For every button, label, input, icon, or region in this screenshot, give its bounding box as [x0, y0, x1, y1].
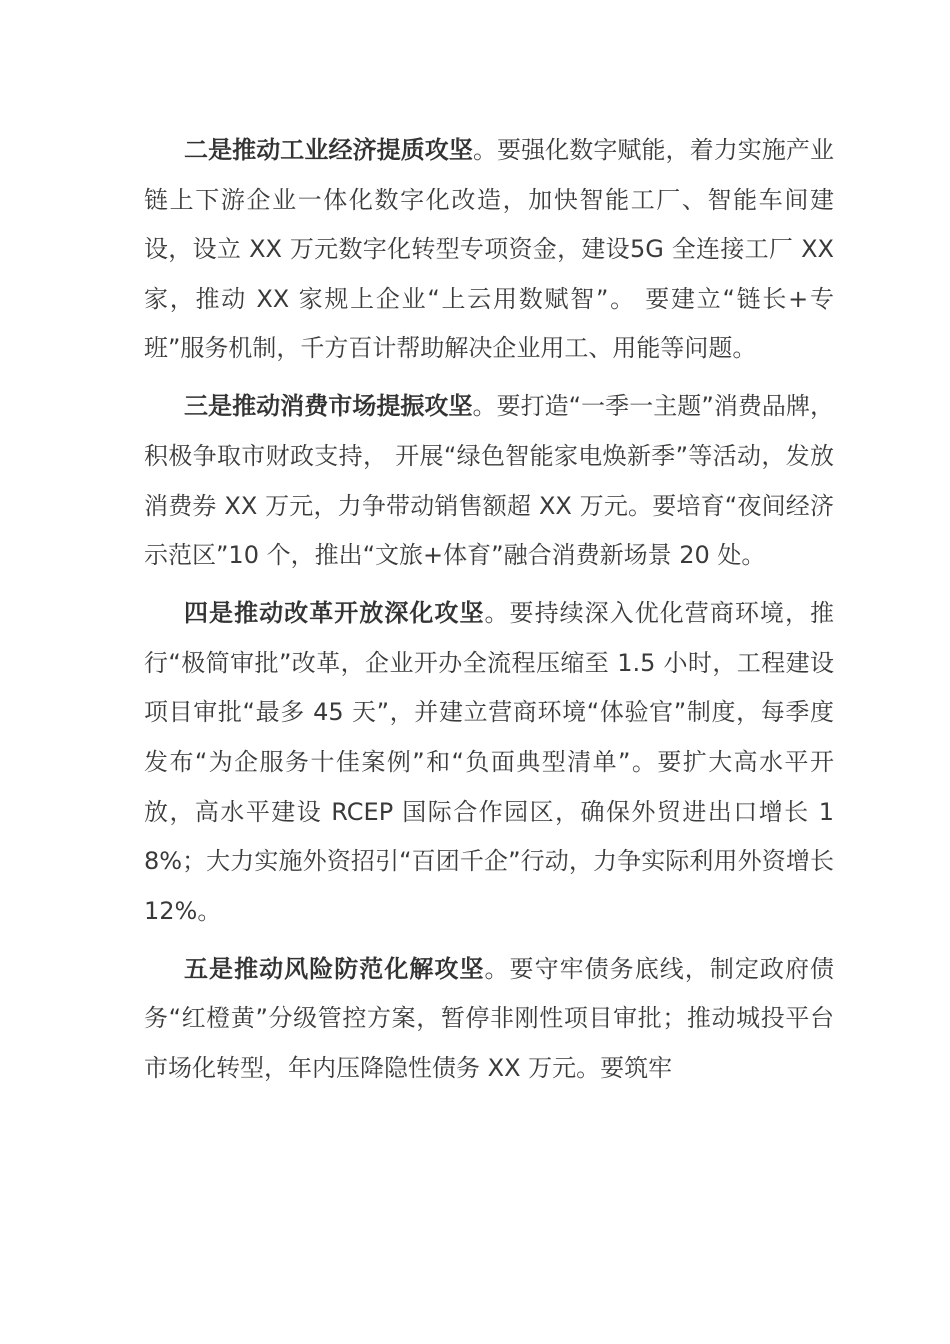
paragraph-reform-opening [144, 589, 834, 936]
paragraph-text: 。要强化数字赋能，着力实施产业链上下游企业一体化数字化改造，加快智能工厂、智能车间建设，设立 XX 万元数字化转型专项资金，建设5G 全连接工厂 XX 家，推动 XX 家规上企业“上云用数赋智”。 要建立“链长+专班”服务机制，千方百计帮助解决企业用工、用能等问题。 [144, 136, 835, 363]
paragraph-industrial-economy [144, 126, 834, 374]
paragraph-text: 。要守牢债务底线，制定政府债务“红橙黄”分级管控方案，暂停非刚性项目审批；推动城投平台市场化转型，年内压降隐性债务 XX 万元。要筑牢 [144, 954, 835, 1082]
paragraph-heading: 五是推动风险防范化解攻坚 [184, 954, 485, 983]
document-body [144, 126, 834, 1102]
paragraph-text: 。要持续深入优化营商环境，推行“极简审批”改革，企业开办全流程压缩至 1.5 小时，工程建设项目审批“最多 45 天”，并建立营商环境“体验官”制度，每季度发布“为企服务十佳案例”和“负面典型清单”。要扩大高水平开放，高水平建设 RCEP 国际合作园区，确保外贸进出口增长 18%；大力实施外资招引“百团千企”行动，力争实际利用外资增长 12%。 [144, 599, 835, 925]
paragraph-consumer-market [144, 382, 834, 580]
paragraph-heading: 四是推动改革开放深化攻坚 [184, 599, 485, 628]
paragraph-heading: 二是推动工业经济提质攻坚 [184, 136, 473, 164]
paragraph-heading: 三是推动消费市场提振攻坚 [184, 392, 473, 421]
paragraph-text: 。要打造“一季一主题”消费品牌，积极争取市财政支持， 开展“绿色智能家电焕新季”等活动，发放消费券 XX 万元，力争带动销售额超 XX 万元。要培育“夜间经济示范区”10 个，推出“文旅+体育”融合消费新场景 20 处。 [144, 392, 834, 570]
paragraph-risk-prevention [144, 945, 834, 1094]
